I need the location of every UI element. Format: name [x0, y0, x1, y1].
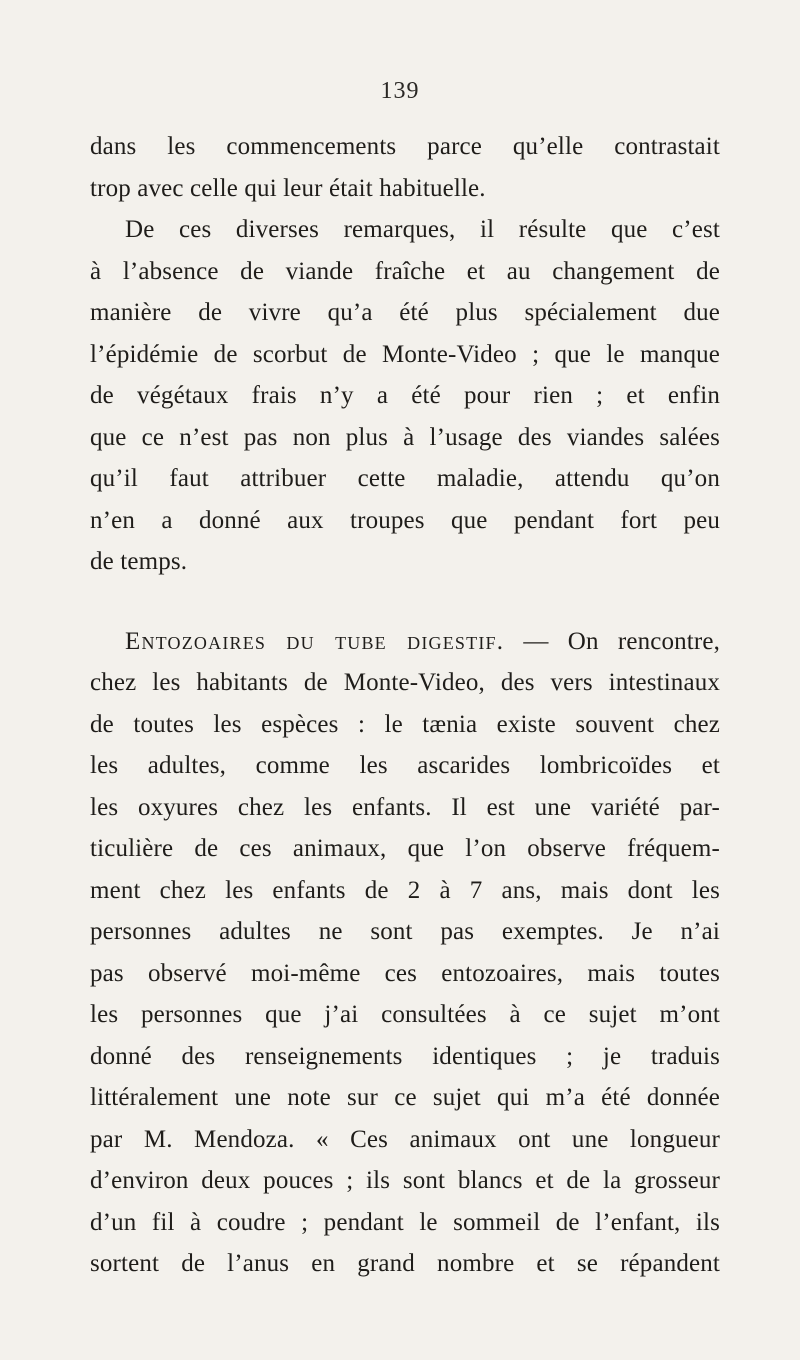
text-line: donné des renseignements identiques ; je traduis	[90, 1042, 720, 1070]
text-line: de toutes les espèces : le tænia existe souvent chez	[90, 710, 720, 738]
text-line: d’un fil à coudre ; pendant le sommeil de l’enfant, ils	[90, 1208, 720, 1236]
text-line: l’épidémie de scorbut de Monte-Video ; que le manque	[90, 340, 720, 368]
body-text	[90, 126, 720, 1285]
text-line: qu’il faut attribuer cette maladie, attendu qu’on	[90, 465, 720, 492]
text-line: ment chez les enfants de 2 à 7 ans, mais dont les	[90, 876, 720, 904]
text-line: les adultes, comme les ascarides lombricoïdes et	[90, 752, 720, 779]
paragraph	[90, 126, 720, 209]
text-line: trop avec celle qui leur était habituelle.	[90, 174, 486, 202]
text-line: personnes adultes ne sont pas exemptes. Je n’ai	[90, 918, 720, 945]
text-line: à l’absence de viande fraîche et au changement de	[90, 257, 720, 285]
text-line: les oxyures chez les enfants. Il est une variété par-	[90, 793, 720, 821]
text-line: littéralement une note sur ce sujet qui m’a été donnée	[90, 1084, 720, 1111]
text-line: par M. Mendoza. « Ces animaux ont une longueur	[90, 1125, 720, 1153]
text-line: ticulière de ces animaux, que l’on observe fréquem-	[90, 835, 720, 862]
text-line: que ce n’est pas non plus à l’usage des viandes salées	[90, 423, 720, 451]
text-line: sortent de l’anus en grand nombre et se répandent	[90, 1250, 720, 1277]
text-line: n’en a donné aux troupes que pendant fort peu	[90, 506, 720, 534]
text-line: manière de vivre qu’a été plus spécialement due	[90, 299, 720, 326]
text-line: de végétaux frais n’y a été pour rien ; et enfin	[90, 382, 720, 409]
page-number: 139	[380, 78, 420, 104]
text-line: d’environ deux pouces ; ils sont blancs et de la grosseur	[90, 1167, 720, 1194]
text-line: de temps.	[90, 548, 188, 575]
paragraph	[90, 621, 720, 1285]
text-line: chez les habitants de Monte-Video, des vers intestinaux	[90, 669, 720, 696]
paragraph	[90, 209, 720, 583]
heading-continuation: — On rencontre,	[504, 627, 721, 655]
text-line: pas observé moi-même ces entozoaires, mais toutes	[90, 959, 720, 987]
text-line: De ces diverses remarques, il résulte que c’est	[125, 216, 720, 243]
section-heading-line	[90, 621, 720, 663]
text-line: les personnes que j’ai consultées à ce sujet m’ont	[90, 1001, 720, 1028]
paragraph-gap	[90, 583, 720, 621]
section-heading: Entozoaires du tube digestif.	[125, 627, 505, 655]
text-line: dans les commencements parce qu’elle contrastait	[90, 133, 720, 160]
